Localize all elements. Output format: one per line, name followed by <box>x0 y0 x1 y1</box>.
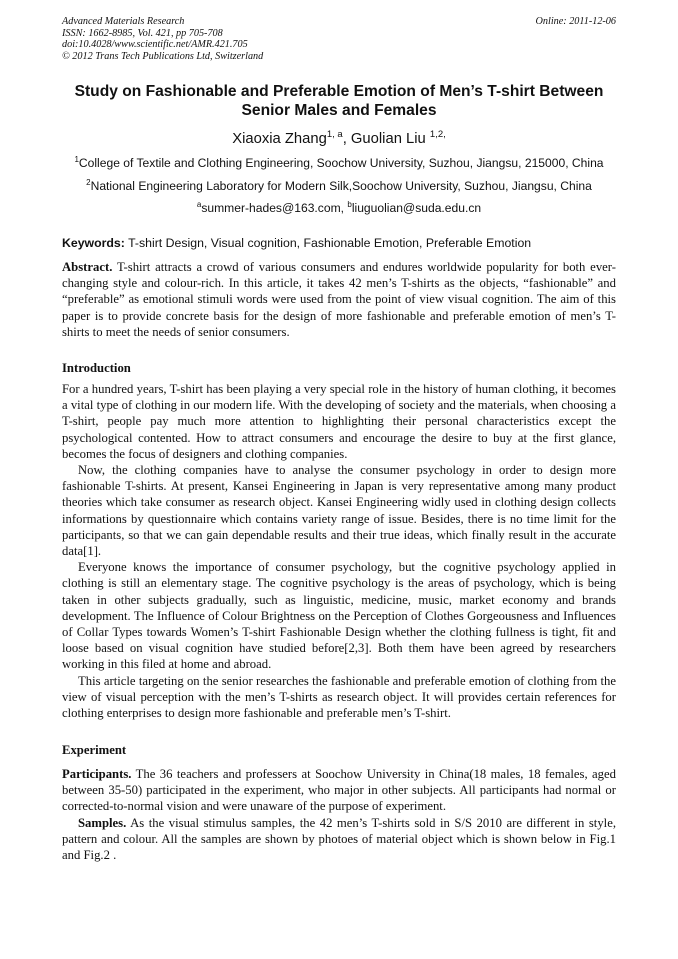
affiliation-text: College of Textile and Clothing Engineering, Soochow University, Suzhou, Jiangsu, 215000, China <box>78 156 604 170</box>
participants-label: Participants. <box>62 767 132 781</box>
paragraph: Now, the clothing companies have to analyse the consumer psychology in order to design more fashionable T-shirts. At present, Kansei Engineering in Japan is very representative among many product theories which take consumer as research object. Kansei Engineering widly used in clothing design collects informations by questionnaire which contains variety range of issue. Besides, there is no time limit for the participants, so that we can gain dependable results and their true ideas, which finally result in the accurate data[1]. <box>62 463 616 559</box>
participants-text: The 36 teachers and professers at Soochow University in China(18 males, 18 females, aged between 35-50) participated in the experiment, who major in other subjects. All participants had normal or corrected-to-normal vision and were unaware of the purpose of experiment. <box>62 767 616 814</box>
keywords <box>62 236 616 251</box>
author-separator: , <box>342 131 351 147</box>
abstract-label: Abstract. <box>62 260 113 274</box>
publication-header <box>62 16 616 62</box>
paragraph <box>62 766 616 815</box>
affiliation-1 <box>62 156 616 171</box>
author-affiliation-marker: 1,2, <box>429 129 446 140</box>
copyright-line: © 2012 Trans Tech Publications Ltd, Switzerland <box>62 50 264 62</box>
issn-line: ISSN: 1662-8985, Vol. 421, pp 705-708 <box>62 27 223 39</box>
keywords-label: Keywords: <box>62 236 125 250</box>
section-heading-introduction: Introduction <box>62 361 131 375</box>
keywords-text: T-shirt Design, Visual cognition, Fashionable Emotion, Preferable Emotion <box>124 236 532 250</box>
introduction-body <box>62 381 616 721</box>
email-address: summer-hades@163.com, <box>201 201 348 215</box>
author-name: Guolian Liu <box>350 131 430 147</box>
author-list <box>62 130 616 148</box>
affiliation-marker: 2 <box>86 178 91 187</box>
email-marker: b <box>347 200 352 209</box>
paragraph: Everyone knows the importance of consumer psychology, but the cognitive psychology applied in clothing is still an elementary stage. The cognitive psychology is the areas of psychology, which is being taken in other subjects gradually, such as linguistic, medicine, music, market economy and brands development. The Influence of Colour Brightness on the Perception of Clothes Gorgeousness and Influences of Collar Types towards Women’s T-shirt Fashionable Design whether the clothing fullness is tight, fit and loose based on visual cognition have studied before[2,3]. Both them have been agreed by researchers working in this filed at home and abroad. <box>62 560 616 672</box>
paper-title <box>62 82 616 120</box>
journal-name: Advanced Materials Research <box>62 16 185 27</box>
affiliation-marker: 1 <box>74 155 79 164</box>
abstract <box>62 259 616 340</box>
doi-line: doi:10.4028/www.scientific.net/AMR.421.705 <box>62 39 248 51</box>
affiliation-2 <box>62 179 616 194</box>
email-line <box>62 201 616 216</box>
author-name: Xiaoxia Zhang <box>232 131 327 147</box>
affiliation-text: National Engineering Laboratory for Modern Silk,Soochow University, Suzhou, Jiangsu, China <box>90 179 592 193</box>
samples-label: Samples. <box>78 815 127 830</box>
abstract-text: T-shirt attracts a crowd of various consumers and endures worldwide popularity for both ever-changing style and colour-rich. In this article, it takes 42 men’s T-shirts as the objects, “fashionable” and “preferable” as emotional stimuli words were used from the point of view visual cognition. The aim of this paper is to provide concrete basis for the design of more fashionable and preferable emotion of men’s T-shirts to meet the needs of senior consumers. <box>62 260 616 339</box>
section-heading-experiment: Experiment <box>62 743 127 757</box>
experiment-body <box>62 766 616 863</box>
online-date: Online: 2011-12-06 <box>535 16 616 27</box>
email-address: liuguolian@suda.edu.cn <box>351 201 482 215</box>
title-line-2: Senior Males and Females <box>241 102 437 119</box>
email-marker: a <box>196 200 202 209</box>
paragraph <box>62 815 616 864</box>
author-affiliation-marker: 1, a <box>326 129 343 140</box>
title-line-1: Study on Fashionable and Preferable Emotion of Men’s T-shirt Between <box>74 83 604 100</box>
paragraph: This article targeting on the senior researches the fashionable and preferable emotion of clothing from the view of visual perception with the men’s T-shirts as research object. It will provides certain references for clothing enterprises to design more fashionable and preferable men’s T-shirt. <box>62 673 616 721</box>
paragraph: For a hundred years, T-shirt has been playing a very special role in the history of human clothing, it becomes a vital type of clothing in our modern life. With the developing of society and the materials, when choosing a T-shirt, people pay much more attention to highlighting their personal characteristics except the psychological contented. How to attract consumers and encourage the desire to buy at the first glance, becomes the focus of designers and clothing companies. <box>62 382 616 461</box>
samples-text: As the visual stimulus samples, the 42 men’s T-shirts sold in S/S 2010 are different in style, pattern and colour. All the samples are shown by photoes of material object which is shown below in Fig.1 and Fig.2 . <box>62 815 616 863</box>
